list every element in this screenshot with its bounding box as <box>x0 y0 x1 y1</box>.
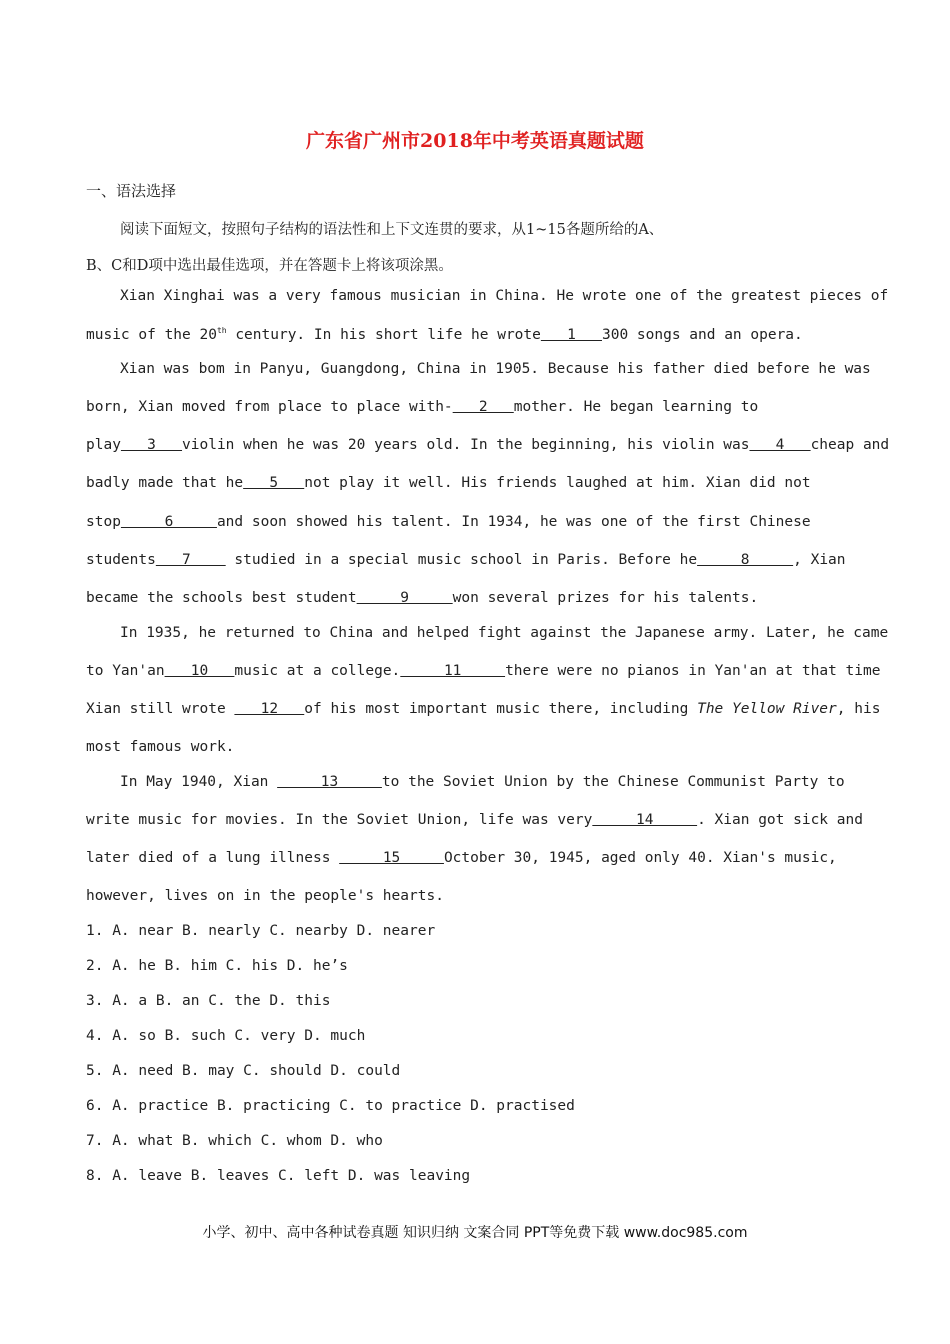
blank-10: 10 <box>164 663 235 679</box>
passage-text: century. In his short life he wrote <box>226 326 541 343</box>
passage-text: Xian still wrote <box>86 701 235 717</box>
passage-text: to Yan'an <box>86 663 165 679</box>
blank-11: 11 <box>400 663 506 679</box>
blank-15: 15 <box>339 850 444 866</box>
blank-5: 5 <box>243 475 305 491</box>
passage-text: music of the 20 <box>86 326 217 343</box>
passage-text: there were no pianos in Yan'an at that time <box>505 663 881 679</box>
passage-text: not play it well. His friends laughed at him. Xian did not <box>304 475 811 491</box>
blank-1: 1 <box>540 326 602 343</box>
passage-text: In May 1940, Xian <box>120 774 278 790</box>
question-5: 5. A. need B. may C. should D. could <box>86 1063 401 1079</box>
page-title: 广东省广州市2018年中考英语真题试题 <box>306 130 644 152</box>
question-3: 3. A. a B. an C. the D. this <box>86 993 331 1009</box>
passage-text: studied in a special music school in Paris. Before he <box>225 552 698 568</box>
passage-text: born, Xian moved from place to place with- <box>86 399 453 415</box>
passage-line <box>120 774 866 790</box>
blank-13: 13 <box>277 774 382 790</box>
song-title: The Yellow River <box>697 701 837 717</box>
passage-text: . Xian got sick and <box>697 812 863 828</box>
question-7: 7. A. what B. which C. whom D. who <box>86 1133 383 1149</box>
passage-line <box>86 701 881 717</box>
blank-4: 4 <box>749 437 811 453</box>
passage-line <box>86 663 881 679</box>
passage-text: write music for movies. In the Soviet Union, life was very <box>86 812 593 828</box>
passage-line <box>86 399 866 415</box>
superscript-text: th <box>216 326 227 335</box>
question-6: 6. A. practice B. practicing C. to practice D. practised <box>86 1098 575 1114</box>
question-1: 1. A. near B. nearly C. nearby D. nearer <box>86 923 436 939</box>
passage-text: stop <box>86 514 121 530</box>
passage-text: of his most important music there, including <box>304 701 698 717</box>
passage-line: In 1935, he returned to China and helped fight against the Japanese army. Later, he came <box>120 625 889 641</box>
passage-line: most famous work. <box>86 739 235 755</box>
section-heading: 一、语法选择 <box>86 182 177 200</box>
instructions-line-1: 阅读下面短文，按照句子结构的语法性和上下文连贯的要求，从1~15各题所给的A、 <box>120 222 664 238</box>
passage-line <box>86 326 866 343</box>
instructions-line-2: B、C和D项中选出最佳选项，并在答题卡上将该项涂黑。 <box>86 258 453 274</box>
blank-2: 2 <box>452 399 514 415</box>
passage-text: to the Soviet Union by the Chinese Communist Party to <box>381 774 845 790</box>
passage-line: Xian Xinghai was a very famous musician in China. He wrote one of the greatest pieces of <box>120 288 889 304</box>
passage-text: violin when he was 20 years old. In the beginning, his violin was <box>182 437 750 453</box>
blank-6: 6 <box>120 514 217 530</box>
passage-line: however, lives on in the people's hearts. <box>86 888 444 904</box>
passage-line <box>86 437 890 453</box>
footer-text: 小学、初中、高中各种试卷真题 知识归纳 文案合同 PPT等免费下载 www.doc985.com <box>202 1225 748 1241</box>
blank-8: 8 <box>697 552 794 568</box>
passage-text: became the schools best student <box>86 590 357 606</box>
passage-line <box>86 514 866 530</box>
question-8: 8. A. leave B. leaves C. left D. was leaving <box>86 1168 471 1184</box>
blank-3: 3 <box>120 437 183 453</box>
passage-text: students <box>86 552 156 568</box>
blank-9: 9 <box>356 590 453 606</box>
passage-line <box>86 475 866 491</box>
passage-text: 300 songs and an opera. <box>601 326 803 343</box>
question-4: 4. A. so B. such C. very D. much <box>86 1028 366 1044</box>
passage-text: won several prizes for his talents. <box>452 590 759 606</box>
blank-7: 7 <box>155 552 226 568</box>
passage-line: Xian was bom in Panyu, Guangdong, China in 1905. Because his father died before he was <box>120 361 871 377</box>
passage-line <box>86 812 866 828</box>
passage-text: cheap and <box>810 437 890 453</box>
blank-12: 12 <box>234 701 305 717</box>
passage-line <box>86 552 866 568</box>
passage-text: play <box>86 437 121 453</box>
passage-text: mother. He began learning to <box>513 399 759 415</box>
blank-14: 14 <box>592 812 698 828</box>
passage-line <box>86 590 866 606</box>
passage-text: , Xian <box>793 552 846 568</box>
passage-text: badly made that he <box>86 475 244 491</box>
question-2: 2. A. he B. him C. his D. he’s <box>86 958 348 974</box>
passage-text: later died of a lung illness <box>86 850 340 866</box>
passage-line <box>86 850 866 866</box>
passage-text: music at a college. <box>234 663 401 679</box>
passage-text: October 30, 1945, aged only 40. Xian's music, <box>443 850 837 866</box>
passage-text: , his <box>836 701 881 717</box>
passage-text: and soon showed his talent. In 1934, he was one of the first Chinese <box>216 514 811 530</box>
